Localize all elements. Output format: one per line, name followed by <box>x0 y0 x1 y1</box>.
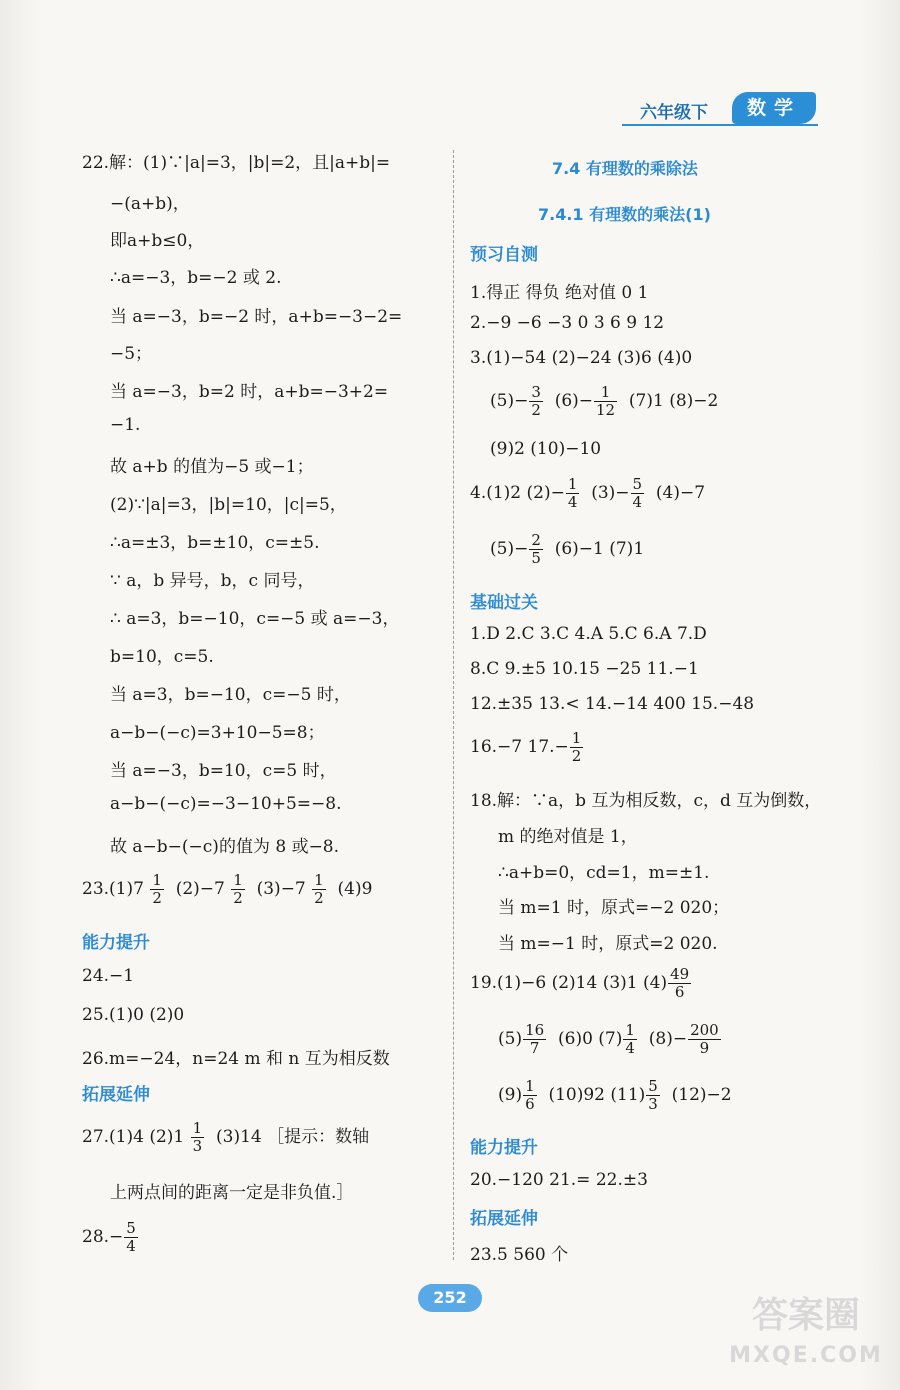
numerator: 2 <box>531 531 541 549</box>
answer-line: 20.−120 21.= 22.±3 <box>470 1170 648 1190</box>
fraction <box>631 476 645 511</box>
left-line: ∴a=−3，b=−2 或 2. <box>110 268 282 288</box>
numerator: 1 <box>525 1077 535 1095</box>
left-line: b=10，c=5. <box>110 647 214 667</box>
denominator: 2 <box>152 889 162 907</box>
left-line: 当 a=−3，b=2 时，a+b=−3+2= <box>110 382 389 402</box>
denominator: 12 <box>596 401 616 419</box>
left-line: ∴ a=3，b=−10，c=−5 或 a=−3， <box>110 609 400 629</box>
header-underline <box>622 124 818 126</box>
answer-text: (4)9 <box>337 879 373 899</box>
fraction <box>150 872 164 907</box>
answer-text: (3)− <box>591 483 630 503</box>
answer-text: (3)14 ［提示：数轴 <box>216 1127 370 1147</box>
fraction <box>231 872 245 907</box>
fraction <box>688 1022 721 1057</box>
denominator: 5 <box>531 549 541 567</box>
fraction <box>623 1022 637 1057</box>
answer-24: 24.−1 <box>82 966 135 986</box>
numerator: 16 <box>525 1021 545 1039</box>
denominator: 6 <box>674 983 685 1001</box>
answer-27-continued: 上两点间的距离一定是非负值.］ <box>110 1183 354 1203</box>
left-line: 22.解：(1)∵|a|=3，|b|=2，且|a+b|= <box>82 153 391 173</box>
left-line: 当 a=−3，b=−2 时，a+b=−3−2= <box>110 307 403 327</box>
denominator: 9 <box>699 1039 710 1057</box>
answer-line: 18.解：∵a，b 互为相反数，c，d 互为倒数， <box>470 791 822 811</box>
numerator: 1 <box>233 871 243 889</box>
answer-27 <box>82 1120 369 1155</box>
fraction <box>594 384 617 419</box>
denominator: 7 <box>529 1039 540 1057</box>
section-heading: 能力提升 <box>470 1138 538 1158</box>
denominator: 2 <box>233 889 243 907</box>
left-line: −1. <box>110 415 141 435</box>
fraction <box>570 730 584 765</box>
left-line: 当 a=−3，b=10，c=5 时， <box>110 761 337 781</box>
numerator: 5 <box>126 1219 136 1237</box>
answer-text: (6)−1 (7)1 <box>554 539 645 559</box>
denominator: 2 <box>571 747 582 765</box>
left-line: ∵ a，b 异号，b，c 同号， <box>110 571 315 591</box>
watermark-title: 答案圈 <box>751 1295 860 1336</box>
answer-text: (10)92 (11) <box>548 1085 646 1105</box>
fraction <box>124 1220 138 1255</box>
answer-line <box>498 1078 732 1113</box>
answer-line: m 的绝对值是 1， <box>498 827 638 847</box>
answer-text: 27.(1)4 (2)1 <box>82 1127 185 1147</box>
answer-line: 1.得正 得负 绝对值 0 1 <box>470 283 649 303</box>
numerator: 1 <box>314 871 324 889</box>
section-heading: 拓展延伸 <box>82 1085 150 1105</box>
watermark-url: MXQE.COM <box>729 1343 883 1368</box>
fraction <box>529 532 543 567</box>
denominator: 2 <box>314 889 324 907</box>
numerator: 49 <box>670 965 690 983</box>
watermark-logo <box>718 1296 894 1382</box>
answer-text: 19.(1)−6 (2)14 (3)1 (4) <box>470 973 668 993</box>
answer-23 <box>82 872 372 907</box>
answer-28 <box>82 1220 139 1255</box>
denominator: 4 <box>567 493 578 511</box>
section-heading: 拓展延伸 <box>470 1209 538 1229</box>
answer-text: 23.(1)7 <box>82 879 144 899</box>
left-line: ∴a=±3，b=±10，c=±5. <box>110 533 320 553</box>
answer-text: (5)− <box>490 391 529 411</box>
numerator: 5 <box>632 475 643 493</box>
section-heading: 能力提升 <box>82 933 150 953</box>
answer-text: 16.−7 17.− <box>470 737 569 757</box>
answer-text: (5) <box>498 1029 523 1049</box>
left-line: a−b−(−c)=3+10−5=8； <box>110 723 325 743</box>
answer-line <box>498 1022 722 1057</box>
answer-line: 12.±35 13.< 14.−14 400 15.−48 <box>470 694 755 714</box>
denominator: 6 <box>525 1095 535 1113</box>
answer-line: 1.D 2.C 3.C 4.A 5.C 6.A 7.D <box>470 624 707 644</box>
answer-line: 2.−9 −6 −3 0 3 6 9 12 <box>470 313 665 333</box>
left-line: −(a+b)， <box>110 194 190 214</box>
section-heading: 基础过关 <box>470 593 538 613</box>
answer-25: 25.(1)0 (2)0 <box>82 1005 185 1025</box>
numerator: 3 <box>531 383 541 401</box>
answer-line <box>470 476 705 511</box>
numerator: 1 <box>152 871 162 889</box>
fraction <box>566 476 580 511</box>
answer-text: (6)0 (7) <box>558 1029 623 1049</box>
answer-text: (6)− <box>554 391 594 411</box>
denominator: 4 <box>625 1039 635 1057</box>
section-heading: 预习自测 <box>470 245 538 265</box>
answer-line <box>490 384 718 419</box>
answer-text: (3)−7 <box>256 879 306 899</box>
column-divider <box>453 150 454 1260</box>
answer-line: (9)2 (10)−10 <box>490 439 602 459</box>
answer-26: 26.m=−24，n=24 m 和 n 互为相反数 <box>82 1049 390 1069</box>
fraction <box>529 384 543 419</box>
answer-text: 4.(1)2 (2)− <box>470 483 565 503</box>
answer-line: ∴a+b=0，cd=1，m=±1. <box>498 863 710 883</box>
left-line: −5； <box>110 344 153 364</box>
fraction <box>191 1120 205 1155</box>
numerator: 1 <box>567 475 578 493</box>
left-line: 即a+b≤0， <box>110 231 205 251</box>
answer-text: (7)1 (8)−2 <box>628 391 719 411</box>
header-grade: 六年级下 <box>640 103 708 123</box>
fraction <box>312 872 326 907</box>
subsection-title: 7.4.1 有理数的乘法(1) <box>538 205 711 224</box>
left-line: a−b−(−c)=−3−10+5=−8. <box>110 794 342 814</box>
header-subject: 数学 <box>732 92 816 124</box>
fraction <box>668 966 691 1001</box>
numerator: 5 <box>648 1077 658 1095</box>
answer-line <box>490 532 644 567</box>
left-line: (2)∵|a|=3，|b|=10，|c|=5， <box>110 495 347 515</box>
answer-text: (4)−7 <box>655 483 706 503</box>
answer-line: 3.(1)−54 (2)−24 (3)6 (4)0 <box>470 348 693 368</box>
denominator: 3 <box>192 1137 203 1155</box>
denominator: 4 <box>126 1237 136 1255</box>
left-line: 当 a=3，b=−10，c=−5 时， <box>110 685 351 705</box>
numerator: 1 <box>571 729 582 747</box>
numerator: 1 <box>594 384 617 402</box>
answer-text: (8)− <box>648 1029 688 1049</box>
answer-text: 28.− <box>82 1227 124 1247</box>
page-number: 252 <box>418 1284 482 1312</box>
answer-line: 23.5 560 个 <box>470 1245 569 1265</box>
fraction <box>523 1078 537 1113</box>
answer-text: (2)−7 <box>175 879 225 899</box>
answer-line: 8.C 9.±5 10.15 −25 11.−1 <box>470 659 699 679</box>
answer-line: 当 m=−1 时，原式=2 020. <box>498 934 718 954</box>
answer-text: (5)− <box>490 539 529 559</box>
answer-line <box>470 730 584 765</box>
answer-text: (12)−2 <box>671 1085 732 1105</box>
answer-line <box>470 966 692 1001</box>
denominator: 4 <box>632 493 643 511</box>
numerator: 200 <box>690 1021 719 1039</box>
denominator: 3 <box>648 1095 658 1113</box>
left-line: 故 a+b 的值为−5 或−1； <box>110 457 314 477</box>
left-line: 故 a−b−(−c)的值为 8 或−8. <box>110 837 340 857</box>
answer-text: (9) <box>498 1085 523 1105</box>
numerator: 1 <box>625 1021 635 1039</box>
section-title: 7.4 有理数的乘除法 <box>552 159 698 178</box>
numerator: 1 <box>192 1119 203 1137</box>
fraction <box>646 1078 660 1113</box>
fraction <box>523 1022 546 1057</box>
answer-line: 当 m=1 时，原式=−2 020； <box>498 898 730 918</box>
denominator: 2 <box>531 401 541 419</box>
